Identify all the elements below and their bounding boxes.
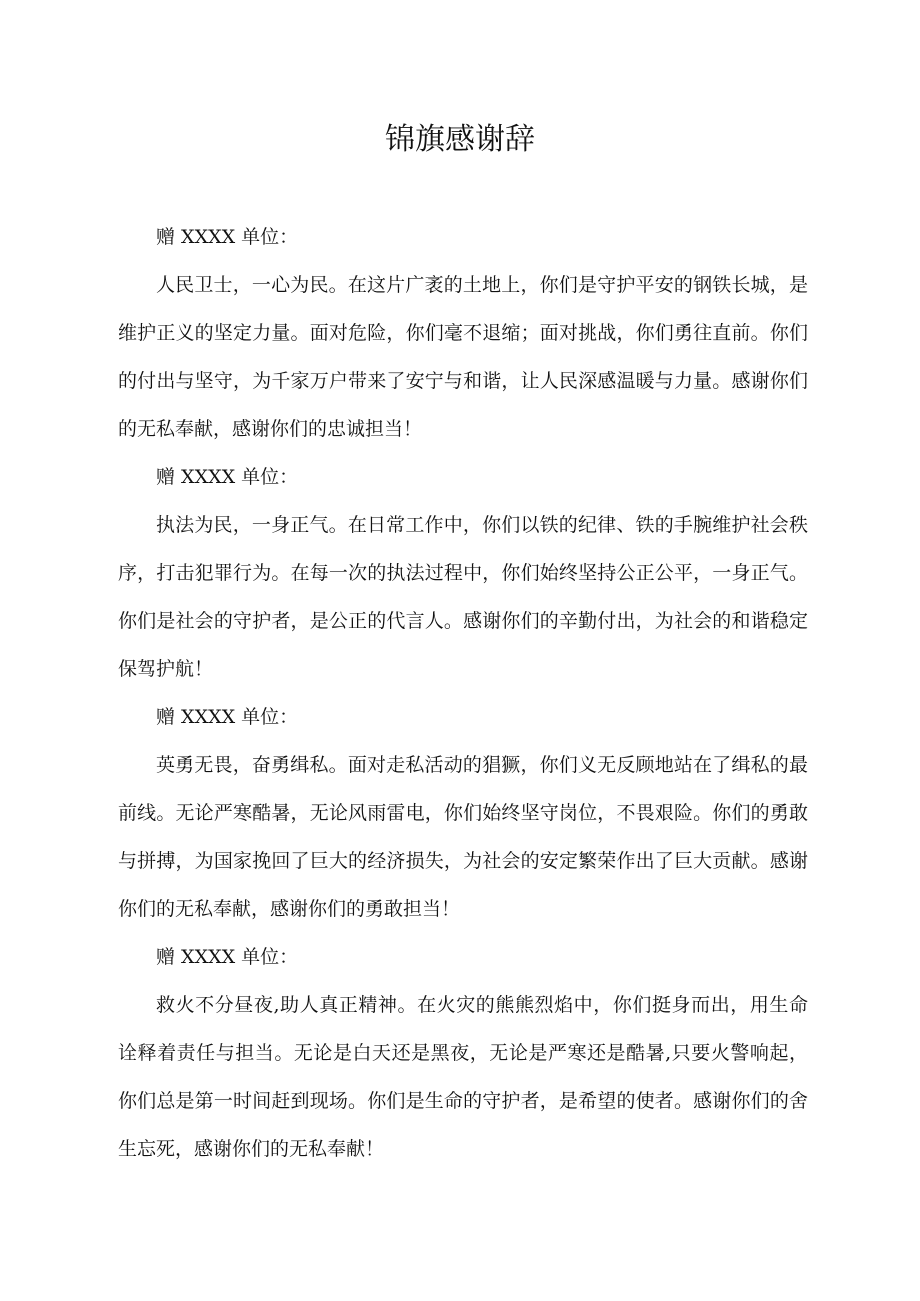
section-4-paragraph: 救火不分昼夜,助人真正精神。在火灾的熊熊烈焰中，你们挺身而出，用生命诠释着责任与担当。无论是白天还是黑夜，无论是严寒还是酷暑,只要火警响起，你们总是第一时间赶到现场。你们是生命的守护者，是希望的使者。感谢你们的舍生忘死，感谢你们的无私奉献！: [118, 994, 808, 1160]
section-2-paragraph: 执法为民，一身正气。在日常工作中，你们以铁的纪律、铁的手腕维护社会秩序，打击犯罪行为。在每一次的执法过程中，你们始终坚持公正公平，一身正气。你们是社会的守护者，是公正的代言人。感谢你们的辛勤付出，为社会的和谐稳定保驾护航！: [118, 514, 808, 680]
section-4-salutation: 赠 XXXX 单位：: [156, 946, 299, 968]
section-3-salutation: 赠 XXXX 单位：: [156, 706, 299, 728]
section-1-salutation: 赠 XXXX 单位：: [156, 226, 299, 248]
document-title: 锦旗感谢辞: [385, 122, 535, 157]
section-1-paragraph: 人民卫士，一心为民。在这片广袤的土地上，你们是守护平安的钢铁长城，是维护正义的坚定力量。面对危险，你们毫不退缩；面对挑战，你们勇往直前。你们的付出与坚守，为千家万户带来了安宁与和谐，让人民深感温暖与力量。感谢你们的无私奉献，感谢你们的忠诚担当！: [118, 274, 808, 440]
section-3-paragraph: 英勇无畏，奋勇缉私。面对走私活动的猖獗，你们义无反顾地站在了缉私的最前线。无论严寒酷暑，无论风雨雷电，你们始终坚守岗位，不畏艰险。你们的勇敢与拼搏，为国家挽回了巨大的经济损失，为社会的安定繁荣作出了巨大贡献。感谢你们的无私奉献，感谢你们的勇敢担当！: [118, 754, 808, 920]
section-2-salutation: 赠 XXXX 单位：: [156, 466, 299, 488]
document-body: [118, 213, 808, 1173]
